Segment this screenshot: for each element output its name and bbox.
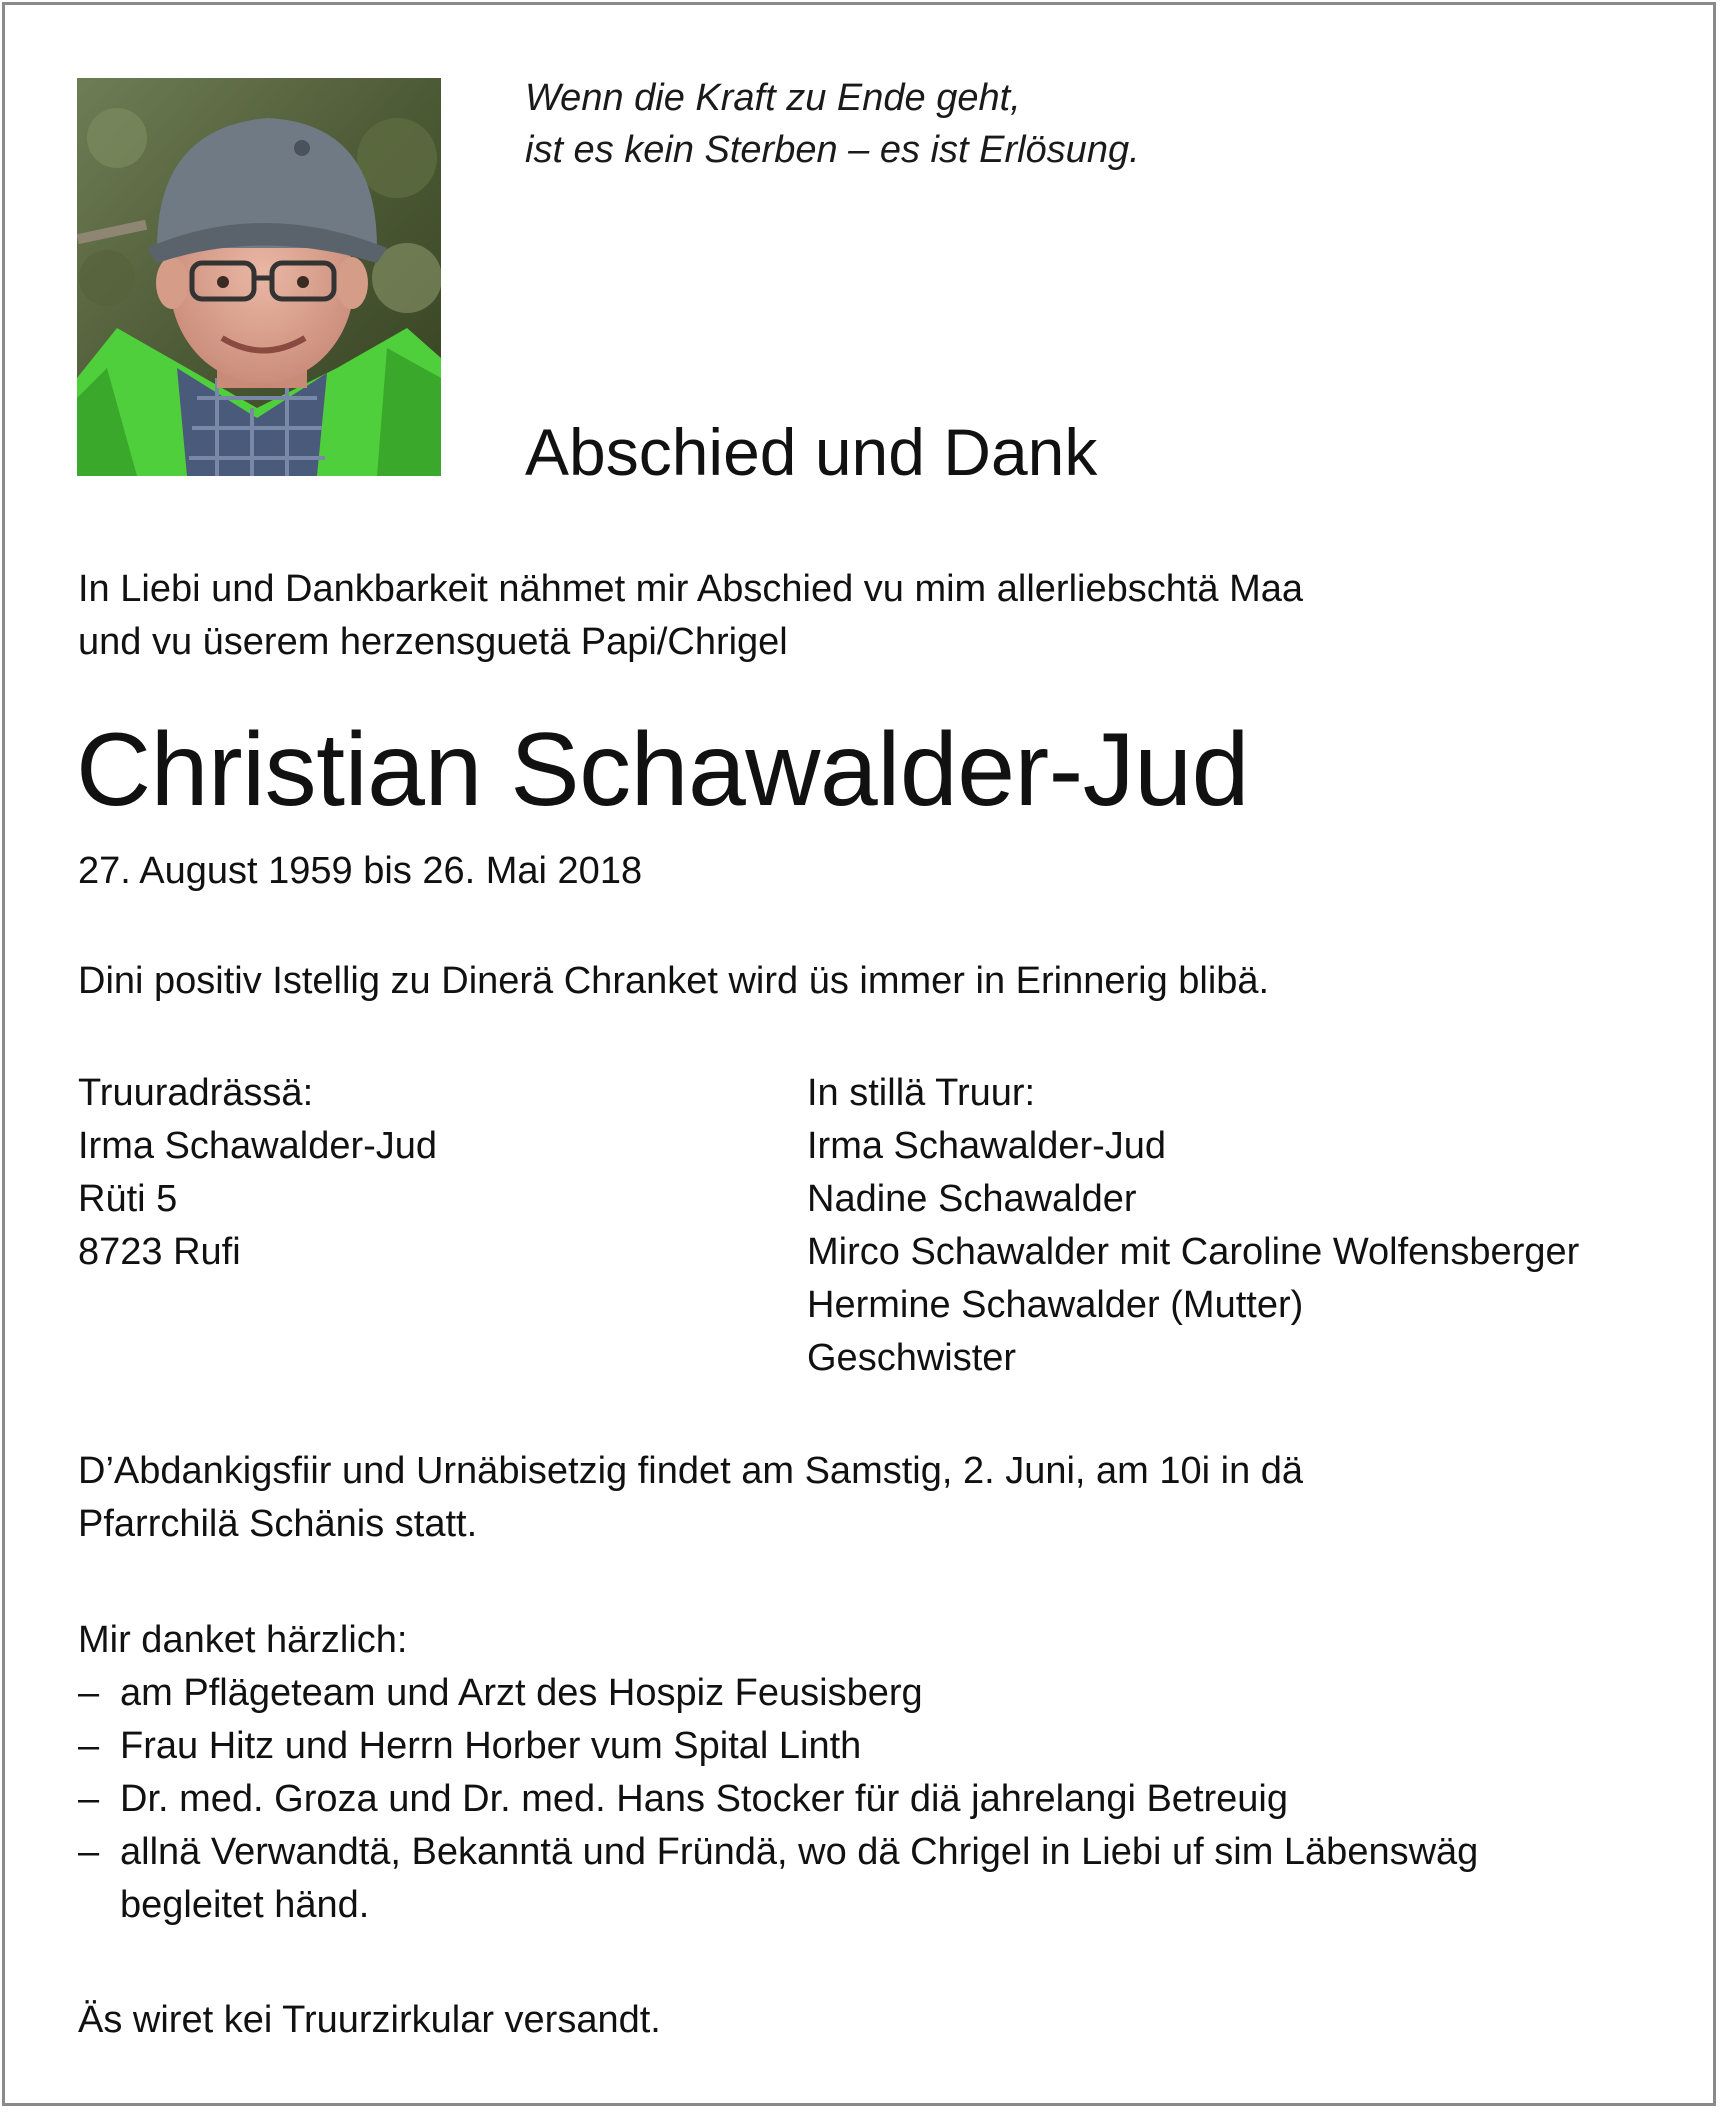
mourner-name: Nadine Schawalder [807,1178,1137,1220]
list-item-text: Frau Hitz und Herrn Horber vum Spital Linth [120,1725,862,1767]
list-dash: – [78,1672,100,1714]
thanks-label: Mir danket härzlich: [78,1619,408,1661]
life-dates: 27. August 1959 bis 26. Mai 2018 [78,850,643,892]
mourning-address [78,1067,437,1279]
thanks-section [78,1614,1478,1932]
notice-heading: Abschied und Dank [525,415,1098,489]
list-item-text: begleitet händ. [120,1884,370,1926]
address-line: Rüti 5 [78,1178,178,1220]
mourners-label: In stillä Truur: [807,1072,1036,1114]
ceremony-line: D’Abdankigsfiir und Urnäbisetzig findet am Samstig, 2. Juni, am 10i in dä [78,1450,1304,1492]
list-item [78,1773,1478,1826]
final-note: Äs wiret kei Truurzirkular versandt. [78,1999,661,2041]
intro-text [78,563,1303,669]
mourner-name: Geschwister [807,1337,1017,1379]
mourner-name: Irma Schawalder-Jud [807,1125,1167,1167]
ceremony-info [78,1445,1303,1551]
portrait-photo [77,78,441,476]
memory-text: Dini positiv Istellig zu Dinerä Chranket wird üs immer in Erinnerig blibä. [78,960,1270,1002]
list-dash: – [78,1778,100,1820]
list-item [78,1826,1478,1932]
list-dash: – [78,1831,100,1873]
motto-line: Wenn die Kraft zu Ende geht, [525,77,1021,119]
motto-quote [525,72,1140,176]
address-label: Truuradrässä: [78,1072,314,1114]
list-dash: – [78,1725,100,1767]
thanks-list [78,1667,1478,1932]
list-item [78,1720,1478,1773]
list-item-text: allnä Verwandtä, Bekanntä und Fründä, wo dä Chrigel in Liebi uf sim Läbenswäg [120,1831,1479,1873]
list-item-text: Dr. med. Groza und Dr. med. Hans Stocker für diä jahrelangi Betreuig [120,1778,1288,1820]
mourner-name: Hermine Schawalder (Mutter) [807,1284,1304,1326]
deceased-name: Christian Schawalder-Jud [76,712,1249,828]
motto-line: ist es kein Sterben – es ist Erlösung. [525,129,1140,171]
mourner-name: Mirco Schawalder mit Caroline Wolfensberger [807,1231,1580,1273]
intro-line: In Liebi und Dankbarkeit nähmet mir Abschied vu mim allerliebschtä Maa [78,568,1304,610]
address-line: Irma Schawalder-Jud [78,1125,438,1167]
list-item-text: am Pflägeteam und Arzt des Hospiz Feusisberg [120,1672,923,1714]
list-item [78,1667,1478,1720]
mourners-list [807,1067,1579,1385]
intro-line: und vu üserem herzensguetä Papi/Chrigel [78,621,788,663]
address-line: 8723 Rufi [78,1231,241,1273]
ceremony-line: Pfarrchilä Schänis statt. [78,1503,478,1545]
